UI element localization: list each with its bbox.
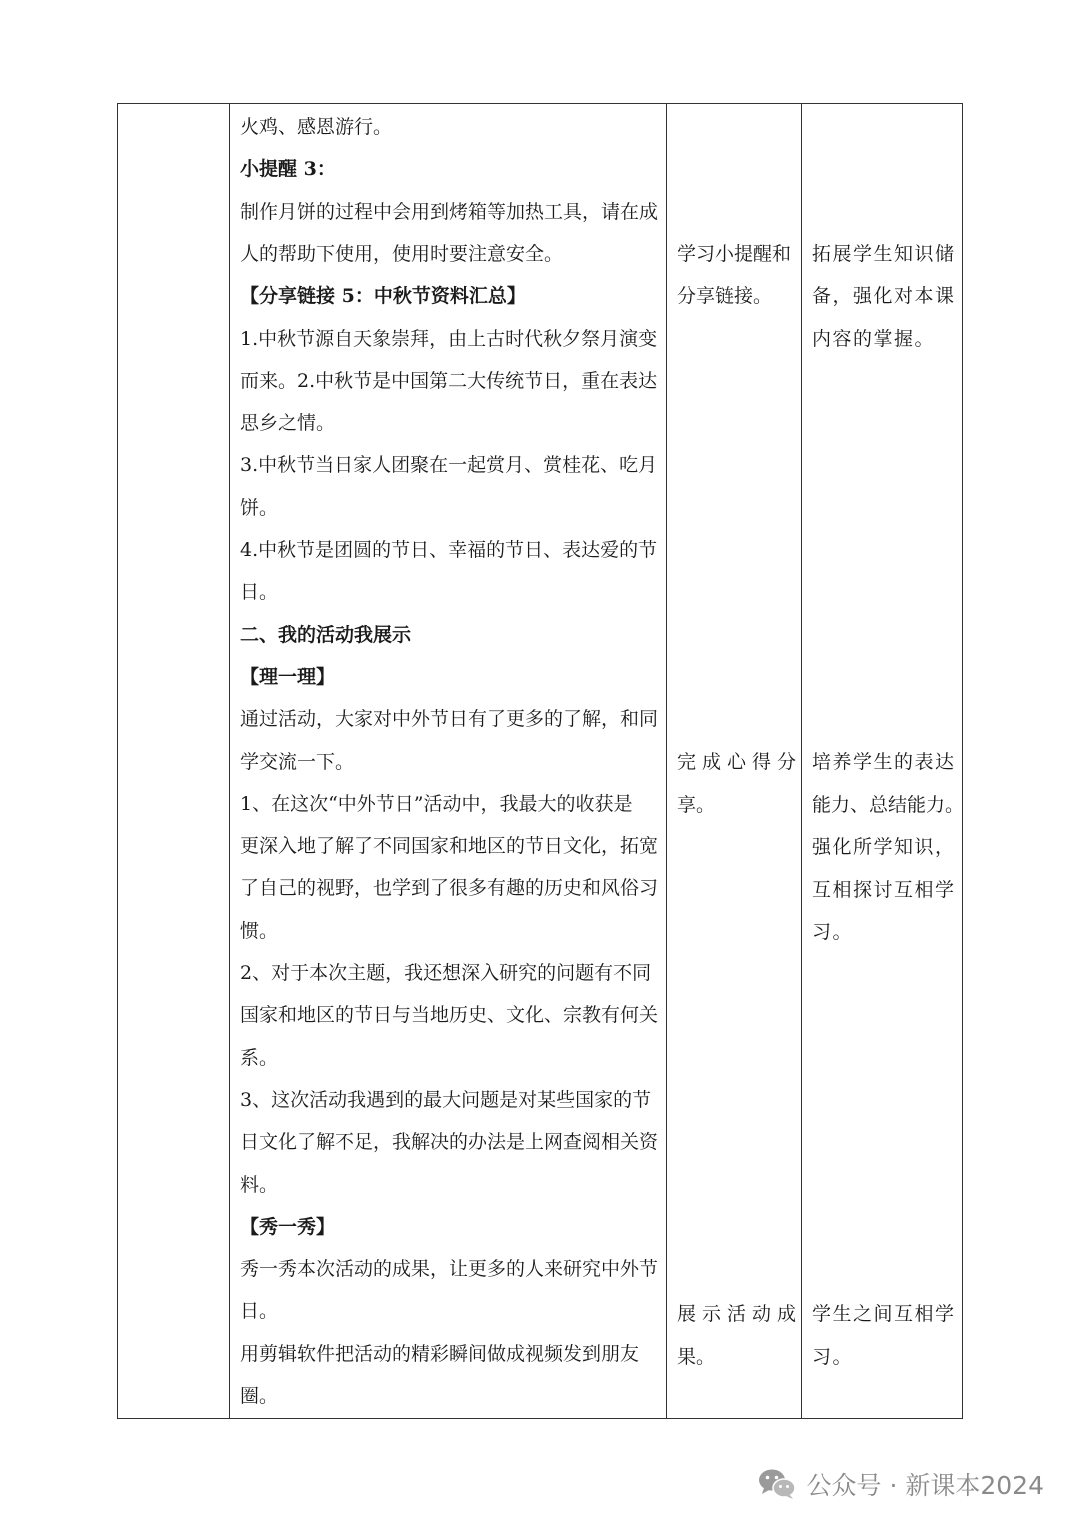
content-heading: 【分享链接 5：中秋节资料汇总】: [240, 285, 526, 308]
design-intent-line: 内容的掌握。: [812, 328, 936, 350]
content-line: 用剪辑软件把活动的精彩瞬间做成视频发到朋友: [240, 1342, 640, 1365]
content-line: 秀一秀本次活动的成果，让更多的人来研究中外节: [240, 1258, 659, 1281]
design-intent-line: 能力、总结能力。: [812, 794, 965, 816]
content-line: 3、这次活动我遇到的最大问题是对某些国家的节: [240, 1088, 652, 1111]
student-activity-line: 展示活动成: [677, 1303, 803, 1325]
watermark-text: 公众号 · 新课本2024: [806, 1471, 1044, 1500]
design-intent-line: 备，强化对本课: [812, 285, 956, 307]
design-intent-line: 学生之间互相学: [812, 1303, 956, 1325]
content-line: 日文化了解不足，我解决的办法是上网查阅相关资: [240, 1131, 659, 1154]
design-intent-line: 拓展学生知识储: [812, 243, 956, 265]
content-line: 火鸡、感恩游行。: [240, 116, 393, 138]
content-heading: 二、我的活动我展示: [240, 623, 412, 646]
student-activity-line: 果。: [677, 1346, 716, 1368]
content-line: 3.中秋节当日家人团聚在一起赏月、赏桂花、吃月: [240, 454, 658, 477]
content-line: 了自己的视野，也学到了很多有趣的历史和风俗习: [240, 877, 659, 900]
watermark: [757, 1466, 1044, 1502]
student-activity-line: 完成心得分: [677, 751, 803, 773]
design-intent-line: 习。: [812, 1346, 854, 1368]
design-intent-line: 习。: [812, 921, 854, 943]
student-activity-line: 分享链接。: [677, 285, 773, 307]
content-line: 饼。: [240, 496, 279, 519]
content-line: 制作月饼的过程中会用到烤箱等加热工具，请在成: [240, 200, 659, 223]
design-intent-line: 培养学生的表达: [812, 751, 956, 773]
content-heading: 【秀一秀】: [240, 1215, 336, 1238]
content-line: 学交流一下。: [240, 750, 355, 773]
content-line: 1、在这次“中外节日”活动中，我最大的收获是: [240, 792, 633, 815]
student-activity-line: 享。: [677, 794, 716, 816]
content-heading: 小提醒 3：: [240, 158, 336, 181]
content-line: 而来。2.中秋节是中国第二大传统节日，重在表达: [240, 369, 658, 392]
content-line: 日。: [240, 1300, 279, 1323]
content-line: 4.中秋节是团圆的节日、幸福的节日、表达爱的节: [240, 539, 658, 561]
content-line: 通过活动，大家对中外节日有了更多的了解，和同: [240, 708, 659, 731]
content-line: 圈。: [240, 1385, 279, 1407]
design-intent-line: 强化所学知识，: [812, 836, 956, 858]
content-line: 人的帮助下使用，使用时要注意安全。: [240, 242, 564, 265]
content-line: 日。: [240, 581, 279, 604]
content-line: 思乡之情。: [240, 412, 336, 435]
content-line: 惯。: [240, 919, 279, 942]
column-divider: [229, 104, 230, 1418]
content-line: 系。: [240, 1046, 279, 1069]
content-line: 2、对于本次主题，我还想深入研究的问题有不同: [240, 962, 652, 984]
content-line: 料。: [240, 1173, 279, 1196]
student-activity-line: 学习小提醒和: [677, 243, 792, 265]
content-line: 更深入地了解了不同国家和地区的节日文化，拓宽: [240, 835, 659, 858]
design-intent-line: 互相探讨互相学: [812, 879, 956, 901]
content-line: 国家和地区的节日与当地历史、文化、宗教有何关: [240, 1004, 659, 1027]
lesson-plan-table: [117, 103, 963, 1419]
wechat-icon: [757, 1467, 797, 1501]
column-divider: [666, 104, 667, 1418]
content-heading: 【理一理】: [240, 665, 336, 688]
content-line: 1.中秋节源自天象崇拜，由上古时代秋夕祭月演变: [240, 327, 658, 350]
